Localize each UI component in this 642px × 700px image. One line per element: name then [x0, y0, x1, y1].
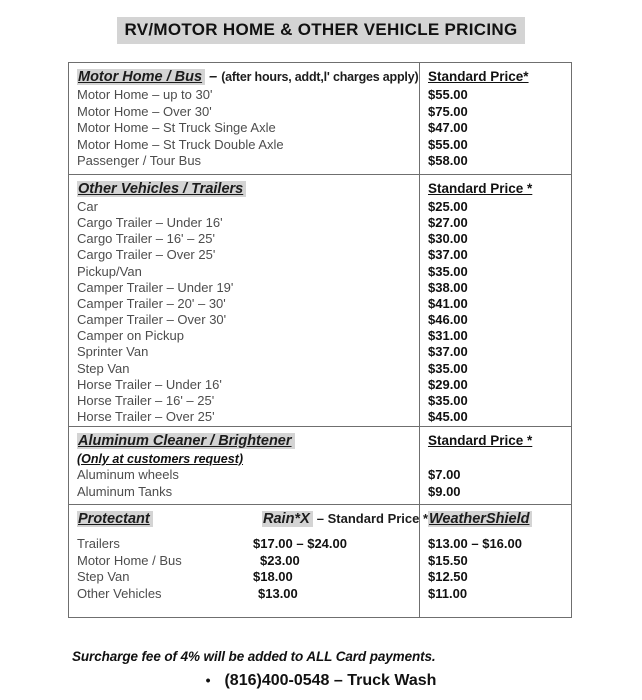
- section-other-vehicles-trailers: [69, 174, 571, 426]
- rainx-price-value: $18.00: [253, 569, 293, 585]
- spacer: [428, 529, 565, 536]
- price-value: $25.00: [428, 199, 468, 214]
- price-value: $55.00: [428, 136, 468, 152]
- column-header-rainx: Rain*X – Standard Price *: [263, 511, 429, 527]
- row-label: Cargo Trailer – 16' – 25': [77, 231, 215, 247]
- price-value: $75.00: [428, 103, 468, 119]
- price-value: $37.00: [428, 247, 468, 263]
- row-label: Passenger / Tour Bus: [77, 153, 202, 169]
- row-label: Motor Home / Bus: [77, 552, 182, 568]
- row-label: Sprinter Van: [77, 344, 149, 360]
- section-header-aluminum: Aluminum Cleaner / Brightener: [77, 431, 413, 451]
- surcharge-note: Surcharge fee of 4% will be added to ALL Card payments.: [72, 649, 436, 664]
- row-label: Camper on Pickup: [77, 328, 184, 344]
- spacer: [428, 451, 565, 467]
- price-value: $47.00: [428, 120, 468, 136]
- weathershield-price-value: $11.00: [428, 585, 468, 601]
- weathershield-price-value: $15.50: [428, 552, 468, 568]
- row-label: Camper Trailer – Under 19': [77, 279, 234, 295]
- section-header-other-vehicles: Other Vehicles / Trailers: [77, 179, 413, 199]
- price-value: $41.00: [428, 295, 468, 311]
- price-value: $7.00: [428, 467, 461, 482]
- row-label: Horse Trailer – 16' – 25': [77, 392, 215, 408]
- row-label: Motor Home – St Truck Double Axle: [77, 136, 284, 152]
- section-protectant: [69, 504, 571, 617]
- row-label: Cargo Trailer – Under 16': [77, 215, 223, 231]
- column-header-weathershield: WeatherShield: [428, 509, 565, 529]
- section-header-protectant: Protectant: [77, 509, 253, 529]
- price-value: $35.00: [428, 392, 468, 408]
- price-value: $35.00: [428, 360, 468, 376]
- page-title: [0, 17, 642, 44]
- row-label: Trailers: [77, 536, 120, 551]
- row-label: Car: [77, 199, 98, 214]
- row-label: Aluminum Tanks: [77, 483, 173, 499]
- row-label: Step Van: [77, 569, 130, 585]
- rainx-price-value: $13.00: [258, 585, 298, 601]
- price-value: $45.00: [428, 409, 468, 425]
- section-aluminum-cleaner: [69, 426, 571, 504]
- row-label: Step Van: [77, 360, 130, 376]
- price-value: $46.00: [428, 312, 468, 328]
- price-value: $35.00: [428, 263, 468, 279]
- row-label: Horse Trailer – Under 16': [77, 376, 222, 392]
- pricing-table: [68, 62, 572, 618]
- row-label: Motor Home – up to 30': [77, 87, 213, 102]
- price-value: $37.00: [428, 344, 468, 360]
- section-motor-home-bus: [69, 63, 571, 174]
- rainx-price-value: $17.00 – $24.00: [253, 536, 347, 551]
- price-column-header: Standard Price *: [428, 433, 533, 448]
- row-label: Motor Home – Over 30': [77, 103, 212, 119]
- weathershield-price-value: $13.00 – $16.00: [428, 536, 522, 551]
- price-value: $30.00: [428, 231, 468, 247]
- row-label: Horse Trailer – Over 25': [77, 409, 215, 425]
- price-value: $27.00: [428, 215, 468, 231]
- bullet-icon: •: [205, 672, 211, 688]
- phone-line: [0, 672, 642, 690]
- spacer: [77, 529, 413, 536]
- row-label: Aluminum wheels: [77, 467, 179, 482]
- price-value: $31.00: [428, 328, 468, 344]
- row-label: Pickup/Van: [77, 263, 142, 279]
- phone-number-text: (816)400-0548 – Truck Wash: [224, 672, 437, 689]
- weathershield-price-value: $12.50: [428, 569, 468, 585]
- price-column-header: Standard Price*: [428, 69, 529, 84]
- price-value: $55.00: [428, 87, 468, 102]
- rainx-note: – Standard Price *: [316, 511, 429, 526]
- row-label: Camper Trailer – Over 30': [77, 312, 227, 328]
- section-header-note: (after hours, addt,l' charges apply): [221, 70, 419, 84]
- price-value: $38.00: [428, 279, 468, 295]
- row-label: Motor Home – St Truck Singe Axle: [77, 120, 276, 136]
- price-value: $29.00: [428, 376, 468, 392]
- price-value: $9.00: [428, 483, 461, 499]
- page-title-text: RV/MOTOR HOME & OTHER VEHICLE PRICING: [117, 17, 524, 44]
- rainx-price-value: $23.00: [260, 552, 300, 568]
- price-column-header: Standard Price *: [428, 181, 533, 196]
- section-header-motor-home-bus: Motor Home / Bus – (after hours, addt,l' charges apply): [78, 69, 419, 85]
- section-subheader-aluminum: (Only at customers request): [77, 452, 244, 466]
- row-label: Cargo Trailer – Over 25': [77, 247, 216, 263]
- row-label: Camper Trailer – 20' – 30': [77, 295, 226, 311]
- row-label: Other Vehicles: [77, 585, 162, 601]
- price-value: $58.00: [428, 153, 468, 169]
